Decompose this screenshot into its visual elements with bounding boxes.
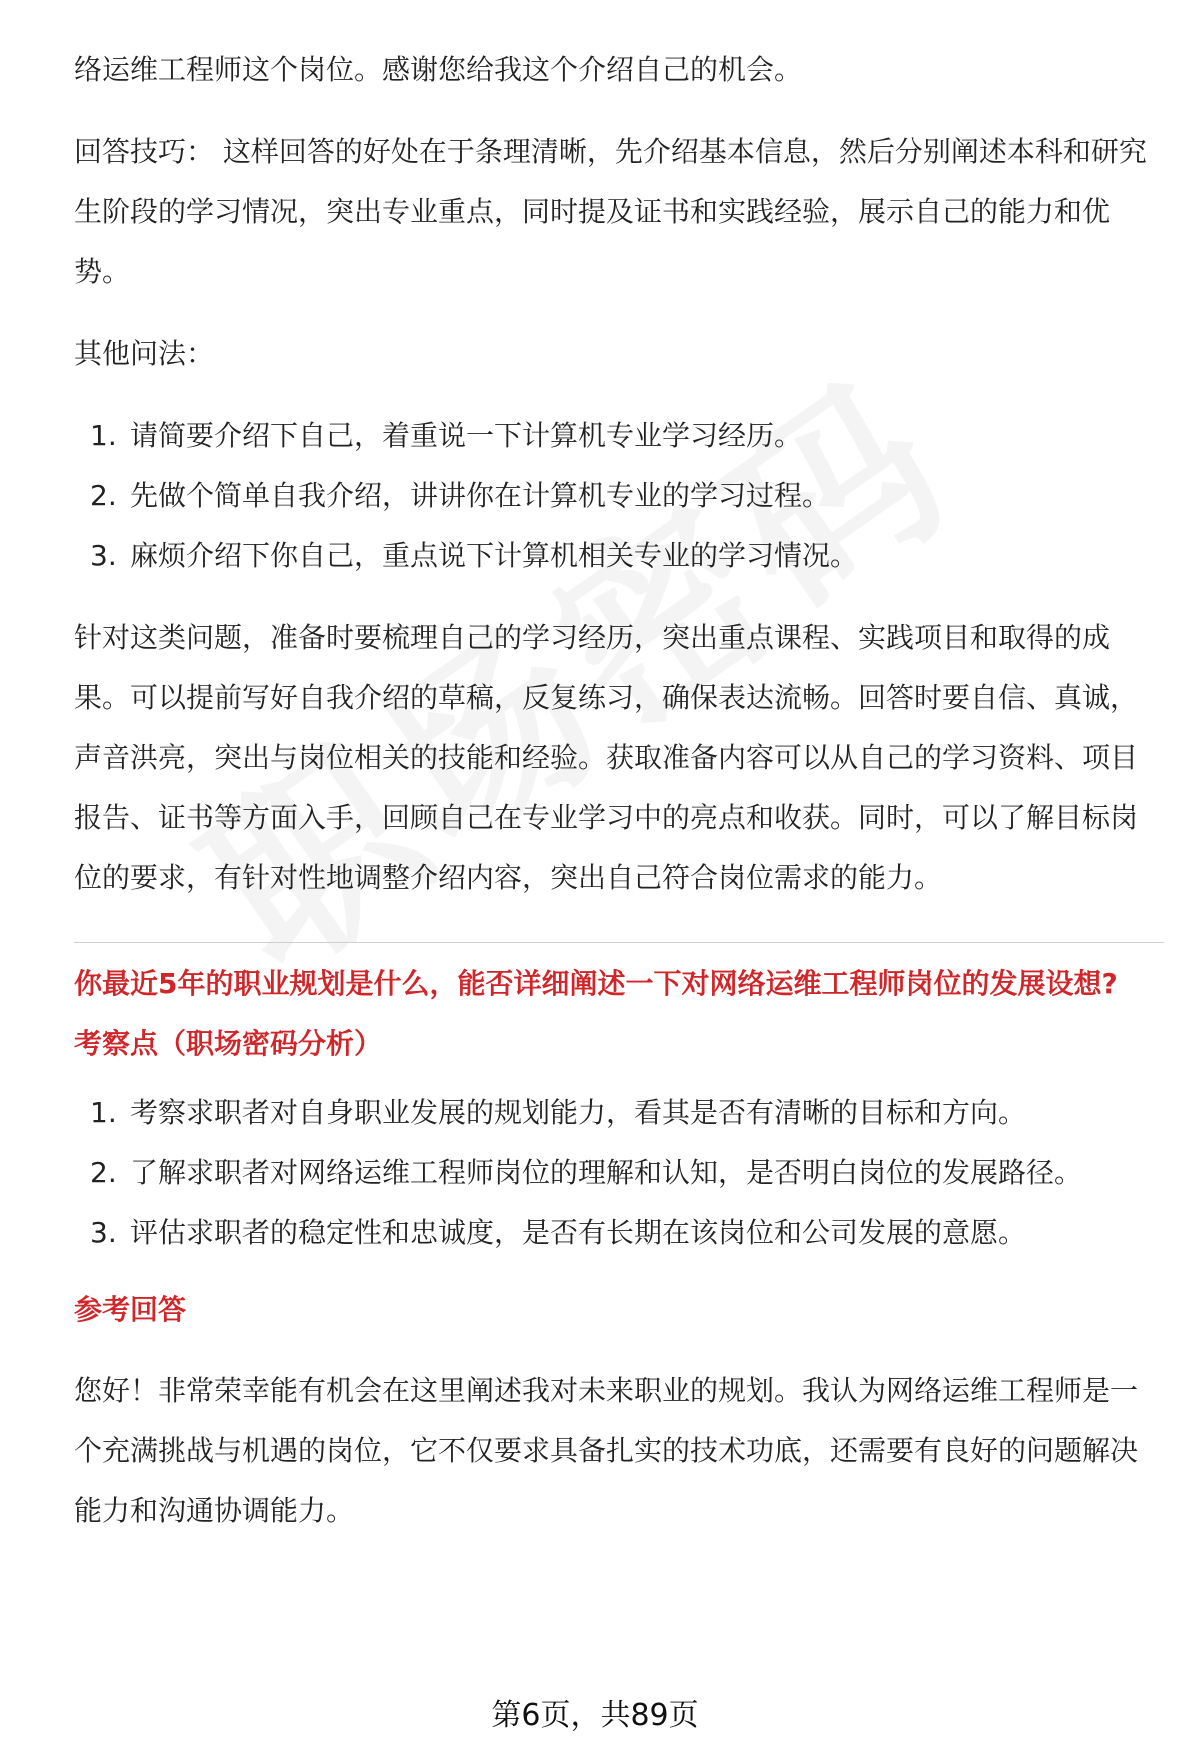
list-text: 先做个简单自我介绍，讲讲你在计算机专业的学习过程。 (130, 479, 831, 512)
intro-tail-paragraph: 络运维工程师这个岗位。感谢您给我这个介绍自己的机会。 (74, 53, 803, 86)
page-number-footer: 第6页，共89页 (491, 1698, 699, 1733)
other-asks-label: 其他问法： (74, 337, 215, 370)
list-item (90, 466, 1164, 526)
reference-heading: 参考回答 (74, 1293, 187, 1326)
exam-points-heading: 考察点（职场密码分析） (74, 1027, 383, 1060)
list-item (90, 1203, 1164, 1263)
section-divider (74, 942, 1164, 943)
list-number: 2. (90, 1156, 117, 1189)
list-number: 3. (90, 539, 117, 572)
list-number: 1. (90, 1096, 117, 1129)
list-item (90, 526, 1164, 586)
advice-paragraph: 针对这类问题，准备时要梳理自己的学习经历，突出重点课程、实践项目和取得的成果。可以提前写好自我介绍的草稿，反复练习，确保表达流畅。回答时要自信、真诚，声音洪亮，突出与岗位相关的技能和经验。获取准备内容可以从自己的学习资料、项目报告、证书等方面入手，回顾自己在专业学习中的亮点和收获。同时，可以了解目标岗位的要求，有针对性地调整介绍内容，突出自己符合岗位需求的能力。 (74, 621, 1139, 894)
other-asks-list (74, 406, 1164, 586)
list-number: 1. (90, 419, 117, 452)
reference-answer-paragraph: 您好！非常荣幸能有机会在这里阐述我对未来职业的规划。我认为网络运维工程师是一个充满挑战与机遇的岗位，它不仅要求具备扎实的技术功底，还需要有良好的问题解决能力和沟通协调能力。 (74, 1374, 1139, 1527)
list-text: 麻烦介绍下你自己，重点说下计算机相关专业的学习情况。 (130, 539, 859, 572)
question-heading: 你最近5年的职业规划是什么，能否详细阐述一下对网络运维工程师岗位的发展设想? (74, 967, 1118, 1000)
page-content (74, 40, 1164, 1541)
list-number: 2. (90, 479, 117, 512)
list-item (90, 406, 1164, 466)
exam-points-list (74, 1083, 1164, 1263)
list-text: 考察求职者对自身职业发展的规划能力，看其是否有清晰的目标和方向。 (130, 1096, 1027, 1129)
list-item (90, 1083, 1164, 1143)
list-text: 评估求职者的稳定性和忠诚度，是否有长期在该岗位和公司发展的意愿。 (130, 1216, 1027, 1249)
list-text: 请简要介绍下自己，着重说一下计算机专业学习经历。 (130, 419, 803, 452)
list-text: 了解求职者对网络运维工程师岗位的理解和认知，是否明白岗位的发展路径。 (130, 1156, 1083, 1189)
list-number: 3. (90, 1216, 117, 1249)
list-item (90, 1143, 1164, 1203)
tip-paragraph: 回答技巧： 这样回答的好处在于条理清晰，先介绍基本信息，然后分别阐述本科和研究生阶段的学习情况，突出专业重点，同时提及证书和实践经验，展示自己的能力和优势。 (74, 135, 1147, 288)
